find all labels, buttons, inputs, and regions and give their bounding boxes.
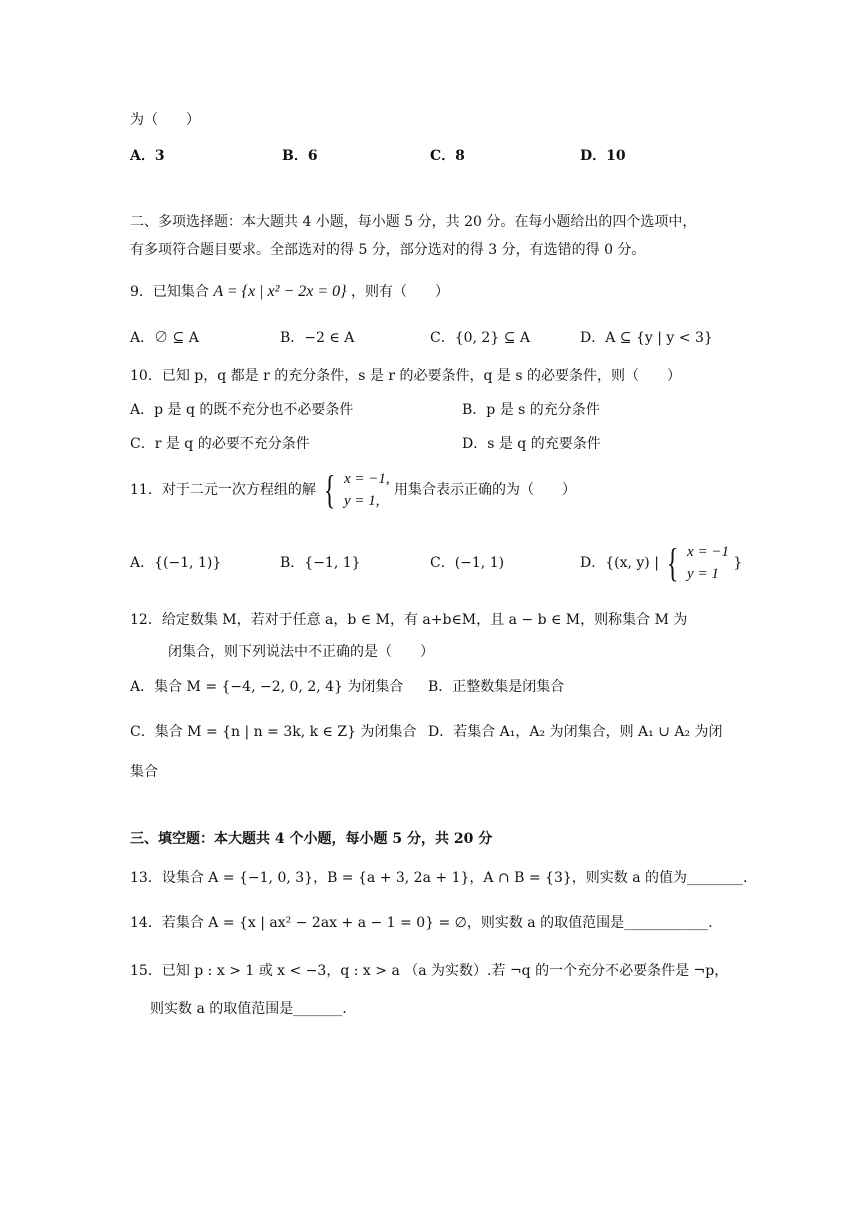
question-14: 14．若集合 A = {x | ax² − 2ax + a − 1 = 0} = ∅，则实数 a 的取值范围是____________. <box>130 915 713 931</box>
q9-stem-math: A = {x | x² − 2x = 0} <box>213 283 347 300</box>
q8-option-c: C．8 <box>430 148 465 164</box>
question-13: 13．设集合 A = {−1, 0, 3}，B = {a + 3, 2a + 1}，A ∩ B = {3}，则实数 a 的值为________. <box>130 870 748 886</box>
q12-option-c: C．集合 M = {n | n = 3k, k ∈ Z} 为闭集合 <box>130 724 417 740</box>
q11-stem-prefix: 11．对于二元一次方程组的解 <box>130 482 316 498</box>
q9-option-d: D．A ⊆ {y | y < 3} <box>580 330 713 346</box>
left-brace-icon: { <box>667 540 679 585</box>
q8-option-a: A．3 <box>130 148 165 164</box>
q9-option-c: C．{0, 2} ⊆ A <box>430 330 530 346</box>
q9-option-a: A．∅ ⊆ A <box>130 330 199 346</box>
q11-stem <box>130 468 576 512</box>
q15-line-1: 15．已知 p : x > 1 或 x < −3，q : x > a （a 为实数）.若 ¬q 的一个充分不必要条件是 ¬p， <box>130 963 729 979</box>
q9-stem <box>130 282 449 302</box>
q11-option-d-eq-1: x = −1 <box>687 544 729 560</box>
q10-option-b: B．p 是 s 的充分条件 <box>462 402 600 418</box>
q11-option-b: B．{−1, 1} <box>280 555 361 571</box>
q11-option-a: A．{(−1, 1)} <box>130 555 222 571</box>
section-2-line-2: 有多项符合题目要求。全部选对的得 5 分，部分选对的得 3 分，有选错的得 0 分。 <box>130 242 646 258</box>
q11-option-d-system <box>687 541 729 585</box>
q8-option-b: B．6 <box>282 148 318 164</box>
q10-option-d: D．s 是 q 的充要条件 <box>462 436 601 452</box>
q9-option-b: B．−2 ∈ A <box>280 330 355 346</box>
q8-stem-tail: 为（ ） <box>130 112 200 128</box>
left-brace-icon: { <box>324 467 336 512</box>
q11-stem-suffix: 用集合表示正确的为（ ） <box>394 482 577 498</box>
q9-stem-suffix: ，则有（ ） <box>351 284 449 300</box>
q12-stem-line-2: 闭集合，则下列说法中不正确的是（ ） <box>168 644 434 660</box>
q11-option-d <box>580 540 742 586</box>
q11-option-d-eq-2: y = 1 <box>687 566 719 582</box>
q12-option-a: A．集合 M = {−4, −2, 0, 2, 4} 为闭集合 <box>130 679 404 695</box>
q11-equation-system <box>344 468 390 512</box>
q11-option-d-prefix: D．{(x, y) | <box>580 555 659 571</box>
q12-option-d-continued: 集合 <box>130 764 158 780</box>
q10-option-c: C．r 是 q 的必要不充分条件 <box>130 436 310 452</box>
q12-option-b: B．正整数集是闭集合 <box>428 679 565 695</box>
section-2-line-1: 二、多项选择题：本大题共 4 小题，每小题 5 分，共 20 分。在每小题给出的四个选项中， <box>130 214 697 230</box>
q12-stem-line-1: 12．给定数集 M，若对于任意 a，b ∈ M，有 a+b∈M，且 a − b ∈ M，则称集合 M 为 <box>130 612 688 628</box>
q11-option-c: C．(−1, 1) <box>430 555 505 571</box>
q10-option-a: A．p 是 q 的既不充分也不必要条件 <box>130 402 354 418</box>
q11-equation-1: x = −1, <box>343 471 390 487</box>
q8-option-d: D．10 <box>580 148 626 164</box>
q11-option-d-suffix: } <box>733 555 743 571</box>
q10-stem: 10．已知 p，q 都是 r 的充分条件，s 是 r 的必要条件，q 是 s 的必要条件，则（ ） <box>130 368 681 384</box>
section-3-header: 三、填空题：本大题共 4 个小题，每小题 5 分，共 20 分 <box>130 831 493 847</box>
q15-line-2: 则实数 a 的取值范围是_______. <box>150 1001 347 1017</box>
q9-stem-prefix: 9．已知集合 <box>130 284 209 300</box>
q12-option-d: D．若集合 A₁，A₂ 为闭集合，则 A₁ ∪ A₂ 为闭 <box>428 724 723 740</box>
q11-equation-2: y = 1, <box>343 493 380 509</box>
